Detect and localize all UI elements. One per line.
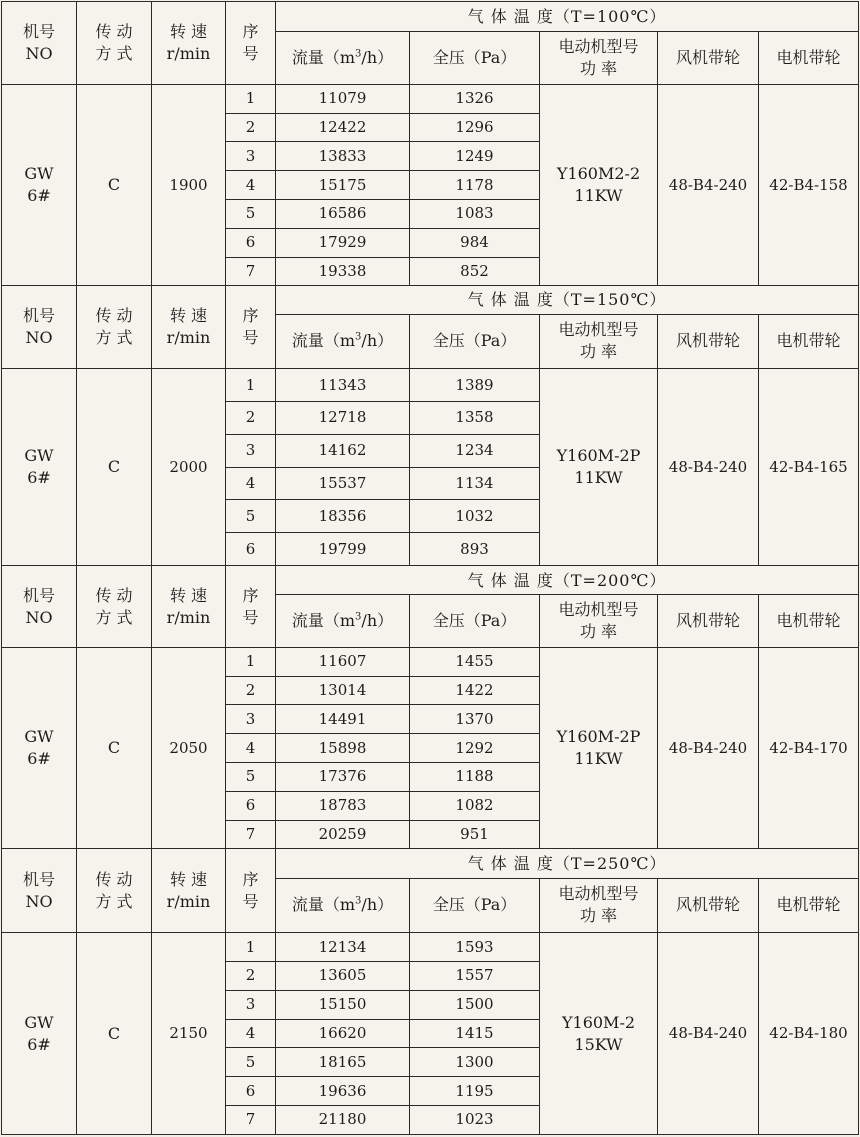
header-pressure: 全压（Pa） (410, 595, 540, 648)
flow-cell: 19799 (276, 533, 410, 566)
transmission-type: C (77, 84, 152, 285)
header-flow-unit: /h） (361, 48, 394, 68)
motor-pulley: 42-B4-180 (759, 933, 859, 1135)
seq-cell: 2 (226, 113, 276, 142)
fan-pulley: 48-B4-240 (658, 647, 759, 848)
header-motor-line-2: 功 率 (579, 59, 618, 79)
motor-model-power (540, 933, 658, 1135)
header-seq-line-1: 序 (242, 585, 259, 605)
pressure-cell: 893 (410, 533, 540, 566)
pressure-cell: 1455 (410, 647, 540, 676)
header-motor-pulley: 电机带轮 (759, 595, 859, 648)
header-flow-unit: /h） (361, 895, 394, 915)
header-transmission-line-1: 传 动 (95, 21, 133, 41)
seq-cell: 5 (226, 763, 276, 792)
gas-temperature-header: 气 体 温 度（T=100℃） (276, 2, 859, 32)
seq-cell: 4 (226, 734, 276, 763)
header-speed (152, 286, 226, 369)
seq-cell: 6 (226, 1077, 276, 1106)
header-transmission (77, 566, 152, 648)
seq-cell: 6 (226, 533, 276, 566)
header-flow-unit: /h） (361, 611, 394, 631)
header-seq (226, 566, 276, 648)
header-transmission-line-1: 传 动 (95, 585, 133, 605)
flow-cell: 21180 (276, 1105, 410, 1134)
pressure-cell: 1415 (410, 1019, 540, 1048)
motor-model-power (540, 369, 658, 566)
fan-performance-table (1, 1, 859, 1135)
header-machine-no-line-1: 机号 (22, 21, 55, 41)
header-seq-line-2: 号 (242, 328, 259, 348)
machine-model (2, 84, 77, 285)
seq-cell: 6 (226, 791, 276, 820)
flow-cell: 19636 (276, 1077, 410, 1106)
header-transmission-line-1: 传 动 (95, 869, 133, 889)
header-row (2, 286, 859, 314)
pressure-cell: 1389 (410, 369, 540, 402)
pressure-cell: 1023 (410, 1105, 540, 1134)
header-seq-line-2: 号 (242, 891, 259, 911)
flow-cell: 17929 (276, 228, 410, 257)
header-motor-line-2: 功 率 (579, 342, 618, 362)
header-machine-no-line-1: 机号 (22, 306, 55, 326)
rotation-speed: 2150 (152, 933, 226, 1135)
pressure-cell: 1296 (410, 113, 540, 142)
header-flow (276, 878, 410, 933)
seq-cell: 5 (226, 500, 276, 533)
header-machine-no-line-1: 机号 (22, 585, 55, 605)
pressure-cell: 1300 (410, 1048, 540, 1077)
header-transmission-line-2: 方 式 (95, 891, 133, 911)
table-body (2, 2, 859, 1135)
header-motor-line-1: 电动机型号 (558, 320, 639, 340)
machine-model-line-2: 6# (27, 1034, 51, 1054)
pressure-cell: 1422 (410, 676, 540, 705)
seq-cell: 1 (226, 84, 276, 113)
flow-cell: 15537 (276, 467, 410, 500)
motor-model-power-line-2: 11KW (574, 186, 623, 206)
rotation-speed: 1900 (152, 84, 226, 285)
motor-model-power-line-2: 15KW (574, 1034, 623, 1054)
header-seq (226, 2, 276, 85)
header-transmission-line-2: 方 式 (95, 607, 133, 627)
seq-cell: 5 (226, 1048, 276, 1077)
seq-cell: 6 (226, 228, 276, 257)
header-speed-line-2: r/min (166, 43, 211, 63)
header-speed-line-1: 转 速 (169, 869, 208, 889)
header-flow-superscript: 3 (355, 332, 362, 344)
header-speed (152, 2, 226, 85)
motor-model-power-line-1: Y160M-2 (561, 1012, 636, 1032)
header-machine-no (2, 286, 77, 369)
table-row (2, 933, 859, 962)
seq-cell: 7 (226, 1105, 276, 1134)
pressure-cell: 1178 (410, 171, 540, 200)
seq-cell: 7 (226, 820, 276, 849)
header-machine-no-line-2: NO (25, 891, 53, 911)
flow-cell: 12134 (276, 933, 410, 962)
flow-cell: 13605 (276, 962, 410, 991)
header-machine-no (2, 566, 77, 648)
motor-model-power-line-1: Y160M2-2 (556, 164, 641, 184)
header-seq-line-2: 号 (242, 607, 259, 627)
pressure-cell: 1082 (410, 791, 540, 820)
seq-cell: 5 (226, 199, 276, 228)
header-motor-line-1: 电动机型号 (558, 884, 639, 904)
pressure-cell: 1370 (410, 705, 540, 734)
flow-cell: 15175 (276, 171, 410, 200)
seq-cell: 3 (226, 142, 276, 171)
header-motor (540, 878, 658, 933)
table-row (2, 647, 859, 676)
machine-model-line-1: GW (24, 727, 54, 747)
header-row (2, 2, 859, 32)
seq-cell: 1 (226, 647, 276, 676)
flow-cell: 15898 (276, 734, 410, 763)
header-fan-pulley: 风机带轮 (658, 595, 759, 648)
seq-cell: 3 (226, 434, 276, 467)
flow-cell: 18783 (276, 791, 410, 820)
header-row (2, 849, 859, 878)
header-seq (226, 849, 276, 933)
seq-cell: 4 (226, 1019, 276, 1048)
motor-model-power-line-1: Y160M-2P (556, 727, 641, 747)
seq-cell: 4 (226, 467, 276, 500)
header-transmission (77, 286, 152, 369)
pressure-cell: 1195 (410, 1077, 540, 1106)
header-machine-no-line-2: NO (25, 43, 53, 63)
header-motor-line-2: 功 率 (579, 622, 618, 642)
motor-model-power-line-1: Y160M-2P (556, 446, 641, 466)
header-seq-line-2: 号 (242, 43, 259, 63)
motor-pulley: 42-B4-165 (759, 369, 859, 566)
header-fan-pulley: 风机带轮 (658, 314, 759, 369)
header-motor-pulley: 电机带轮 (759, 878, 859, 933)
flow-cell: 13833 (276, 142, 410, 171)
header-motor (540, 32, 658, 85)
header-transmission-line-2: 方 式 (95, 328, 133, 348)
pressure-cell: 1500 (410, 990, 540, 1019)
gas-temperature-header: 气 体 温 度（T=250℃） (276, 849, 859, 878)
flow-cell: 17376 (276, 763, 410, 792)
header-motor (540, 595, 658, 648)
transmission-type: C (77, 933, 152, 1135)
seq-cell: 4 (226, 171, 276, 200)
flow-cell: 18356 (276, 500, 410, 533)
flow-cell: 14162 (276, 434, 410, 467)
pressure-cell: 984 (410, 228, 540, 257)
flow-cell: 12718 (276, 401, 410, 434)
flow-cell: 19338 (276, 257, 410, 286)
machine-model (2, 369, 77, 566)
machine-model-line-1: GW (24, 446, 54, 466)
header-flow-label: 流量（m (291, 331, 356, 351)
motor-model-power-line-2: 11KW (574, 749, 623, 769)
flow-cell: 11607 (276, 647, 410, 676)
header-transmission (77, 2, 152, 85)
motor-model-power (540, 84, 658, 285)
header-speed-line-1: 转 速 (169, 585, 208, 605)
header-speed (152, 849, 226, 933)
header-pressure: 全压（Pa） (410, 32, 540, 85)
pressure-cell: 1593 (410, 933, 540, 962)
motor-model-power-line-2: 11KW (574, 468, 623, 488)
machine-model-line-2: 6# (27, 749, 51, 769)
flow-cell: 13014 (276, 676, 410, 705)
header-flow-label: 流量（m (291, 895, 356, 915)
seq-cell: 1 (226, 933, 276, 962)
pressure-cell: 1358 (410, 401, 540, 434)
header-pressure: 全压（Pa） (410, 878, 540, 933)
rotation-speed: 2000 (152, 369, 226, 566)
flow-cell: 18165 (276, 1048, 410, 1077)
seq-cell: 2 (226, 676, 276, 705)
rotation-speed: 2050 (152, 647, 226, 848)
header-flow (276, 595, 410, 648)
pressure-cell: 1557 (410, 962, 540, 991)
header-motor-pulley: 电机带轮 (759, 32, 859, 85)
header-transmission-line-2: 方 式 (95, 43, 133, 63)
flow-cell: 15150 (276, 990, 410, 1019)
header-motor-line-1: 电动机型号 (558, 600, 639, 620)
pressure-cell: 1134 (410, 467, 540, 500)
flow-cell: 16620 (276, 1019, 410, 1048)
header-machine-no-line-1: 机号 (22, 869, 55, 889)
fan-pulley: 48-B4-240 (658, 84, 759, 285)
header-row (2, 566, 859, 595)
header-flow-label: 流量（m (291, 48, 356, 68)
header-fan-pulley: 风机带轮 (658, 878, 759, 933)
header-seq-line-1: 序 (242, 21, 259, 41)
pressure-cell: 1234 (410, 434, 540, 467)
flow-cell: 14491 (276, 705, 410, 734)
machine-model-line-1: GW (24, 164, 54, 184)
machine-model-line-1: GW (24, 1012, 54, 1032)
header-speed-line-2: r/min (166, 328, 211, 348)
pressure-cell: 852 (410, 257, 540, 286)
machine-model (2, 933, 77, 1135)
machine-model-line-2: 6# (27, 468, 51, 488)
header-flow-label: 流量（m (291, 611, 356, 631)
gas-temperature-header: 气 体 温 度（T=150℃） (276, 286, 859, 314)
table-row (2, 369, 859, 402)
flow-cell: 11343 (276, 369, 410, 402)
header-flow-superscript: 3 (355, 896, 362, 908)
header-machine-no-line-2: NO (25, 328, 53, 348)
seq-cell: 3 (226, 705, 276, 734)
header-speed-line-1: 转 速 (169, 21, 208, 41)
header-flow-superscript: 3 (355, 611, 362, 623)
header-flow (276, 314, 410, 369)
flow-cell: 16586 (276, 199, 410, 228)
seq-cell: 3 (226, 990, 276, 1019)
table-row (2, 84, 859, 113)
seq-cell: 1 (226, 369, 276, 402)
pressure-cell: 1188 (410, 763, 540, 792)
header-motor (540, 314, 658, 369)
header-seq-line-1: 序 (242, 306, 259, 326)
header-pressure: 全压（Pa） (410, 314, 540, 369)
pressure-cell: 1032 (410, 500, 540, 533)
machine-model (2, 647, 77, 848)
header-seq-line-1: 序 (242, 869, 259, 889)
header-flow-superscript: 3 (355, 48, 362, 60)
motor-pulley: 42-B4-170 (759, 647, 859, 848)
motor-pulley: 42-B4-158 (759, 84, 859, 285)
pressure-cell: 1083 (410, 199, 540, 228)
flow-cell: 20259 (276, 820, 410, 849)
header-motor-line-2: 功 率 (579, 906, 618, 926)
header-transmission-line-1: 传 动 (95, 306, 133, 326)
seq-cell: 2 (226, 401, 276, 434)
header-flow-unit: /h） (361, 331, 394, 351)
header-fan-pulley: 风机带轮 (658, 32, 759, 85)
pressure-cell: 951 (410, 820, 540, 849)
flow-cell: 11079 (276, 84, 410, 113)
header-speed-line-2: r/min (166, 607, 211, 627)
pressure-cell: 1292 (410, 734, 540, 763)
header-speed (152, 566, 226, 648)
header-motor-pulley: 电机带轮 (759, 314, 859, 369)
seq-cell: 2 (226, 962, 276, 991)
fan-pulley: 48-B4-240 (658, 369, 759, 566)
header-machine-no (2, 849, 77, 933)
flow-cell: 12422 (276, 113, 410, 142)
gas-temperature-header: 气 体 温 度（T=200℃） (276, 566, 859, 595)
transmission-type: C (77, 647, 152, 848)
pressure-cell: 1326 (410, 84, 540, 113)
header-motor-line-1: 电动机型号 (558, 37, 639, 57)
header-seq (226, 286, 276, 369)
machine-model-line-2: 6# (27, 186, 51, 206)
header-speed-line-2: r/min (166, 891, 211, 911)
motor-model-power (540, 647, 658, 848)
header-speed-line-1: 转 速 (169, 306, 208, 326)
pressure-cell: 1249 (410, 142, 540, 171)
header-machine-no (2, 2, 77, 85)
header-flow (276, 32, 410, 85)
fan-pulley: 48-B4-240 (658, 933, 759, 1135)
transmission-type: C (77, 369, 152, 566)
header-machine-no-line-2: NO (25, 607, 53, 627)
header-transmission (77, 849, 152, 933)
seq-cell: 7 (226, 257, 276, 286)
